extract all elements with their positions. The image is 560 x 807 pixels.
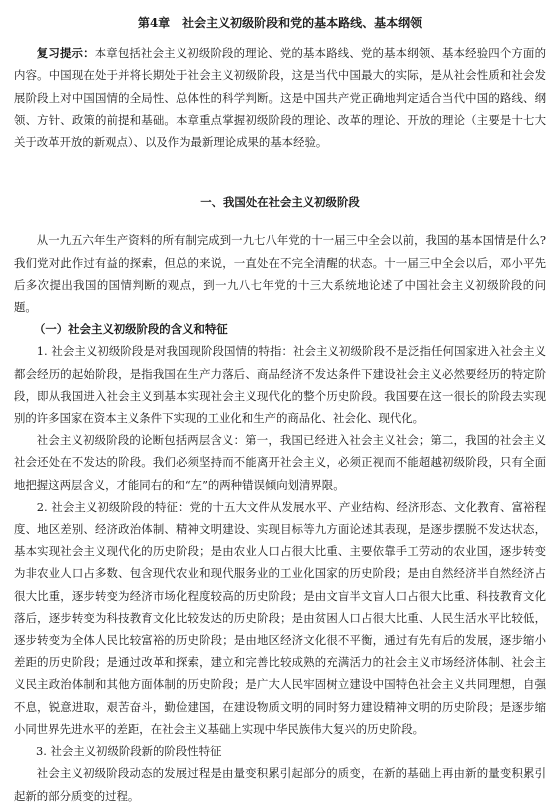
review-summary xyxy=(14,42,546,153)
review-lead: 复习提示： xyxy=(36,46,95,61)
review-text: 本章包括社会主义初级阶段的理论、党的基本路线、党的基本纲领、基本经验四个方面的内容。中国现在处于并将长期处于社会主义初级阶段，这是当代中国最大的实际，是从社会性质和社会发展阶段上对中国国情的全局性、总体性的科学判断。这是中国共产党正确地判定适合当代中国的路线、纲领、方针、政策的前提和基础。本章重点掌握初级阶段的理论、改革的理论、开放的理论（主要是十七大关于改革开放的新观点）、以及作为最新理论成果的基本经验。 xyxy=(14,46,546,150)
section-title: 一、我国处在社会主义初级阶段 xyxy=(200,195,360,210)
paragraph-two-meanings: 社会主义初级阶段的论断包括两层含义：第一，我国已经进入社会主义社会；第二，我国的社会主义社会还处在不发达的阶段。我们必须坚持而不能离开社会主义，必须正视而不能超越初级阶段，只有全面地把握这两层含义，才能同右的和“左”的两种错误倾向划清界限。 xyxy=(14,433,546,492)
paragraph-definition: 1. 社会主义初级阶段是对我国现阶段国情的特指：社会主义初级阶段不是泛指任何国家进入社会主义都会经历的起始阶段，是指我国在生产力落后、商品经济不发达条件下建设社会主义必然要经历的特定阶段，即从我国进入社会主义到基本实现社会主义现代化的整个历史阶段。我国要在这一很长的阶段去实现别的许多国家在资本主义条件下实现的工业化和生产的商品化、社会化、现代化。 xyxy=(14,344,546,426)
item-title-stage-features: 3. 社会主义初级阶段新的阶段性特征 xyxy=(36,744,222,759)
section-intro: 从一九五六年生产资料的所有制完成到一九七八年党的十一届三中全会以前，我国的基本国情是什么?我们党对此作过有益的探索，但总的来说，一直处在不完全清醒的状态。十一届三中全会以后，邓小平先后多次提出我国的国情判断的观点，到一九八七年党的十三大系统地论述了中国社会主义初级阶段的问题。 xyxy=(14,233,546,315)
paragraph-dynamic-process: 社会主义初级阶段动态的发展过程是由量变积累引起部分的质变，在新的基础上再由新的量变积累引起新的部分质变的过程。 xyxy=(14,766,546,803)
chapter-title: 第4章 社会主义初级阶段和党的基本路线、基本纲领 xyxy=(137,16,423,30)
paragraph-characteristics: 2. 社会主义初级阶段的特征：党的十五大文件从发展水平、产业结构、经济形态、文化教育、富裕程度、地区差别、经济政治体制、精神文明建设、实现目标等九方面论述其表现，是逐步摆脱不发达状态，基本实现社会主义现代化的历史阶段；是由农业人口占很大比重、主要依靠手工劳动的农业国，逐步转变为非农业人口占多数、包含现代农业和现代服务业的工业化国家的历史阶段；是由自然经济半自然经济占很大比重，逐步转变为经济市场化程度较高的历史阶段；是由文盲半文盲人口占很大比重、科技教育文化落后，逐步转变为科技教育文化比较发达的历史阶段；是由贫困人口占很大比重、人民生活水平比较低，逐步转变为全体人民比较富裕的历史阶段；是由地区经济文化很不平衡，通过有先有后的发展，逐步缩小差距的历史阶段；是通过改革和探索，建立和完善比较成熟的充满活力的社会主义市场经济体制、社会主义民主政治体制和其他方面体制的历史阶段；是广大人民牢固树立建设中国特色社会主义共同理想，自强不息，锐意进取，艰苦奋斗，勤俭建国，在建设物质文明的同时努力建设精神文明的历史阶段；是逐步缩小同世界先进水平的差距，在社会主义基础上实现中华民族伟大复兴的历史阶段。 xyxy=(14,499,546,736)
subsection-heading: （一）社会主义初级阶段的含义和特征 xyxy=(34,322,228,337)
